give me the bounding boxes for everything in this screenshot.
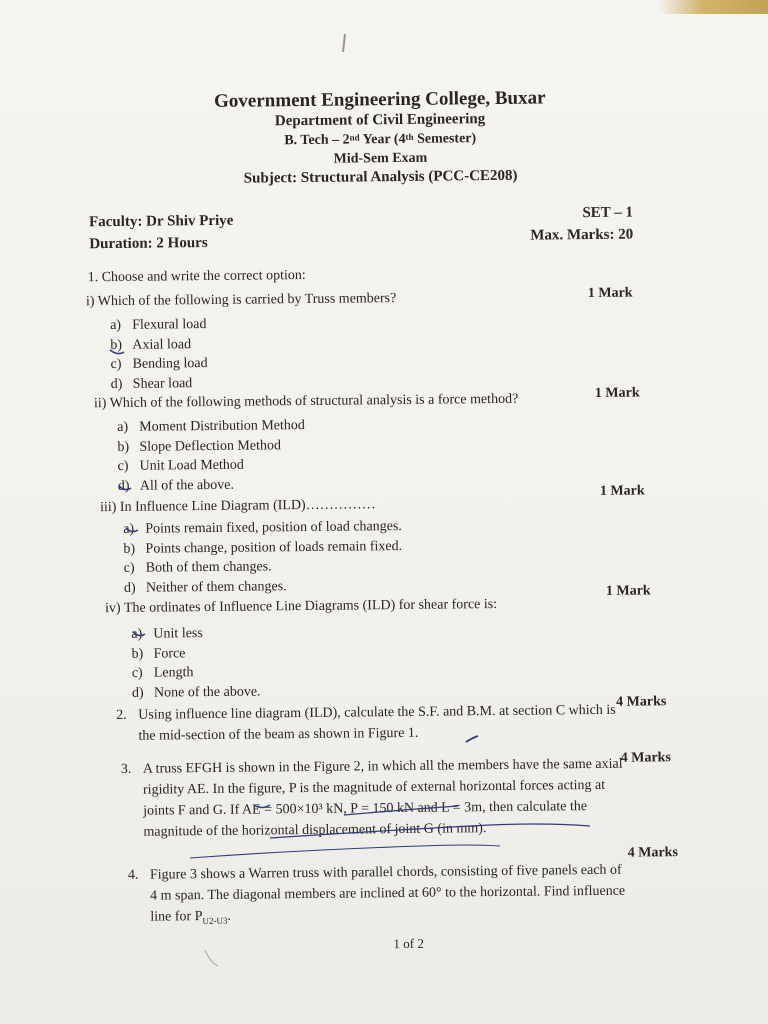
course-mid: Year (4 [359,131,406,148]
q2-marks: 4 Marks [616,694,667,710]
q2-number: 2. [116,707,127,723]
option-d: d) All of the above. [117,477,235,494]
option-b: b) Axial load [110,336,192,353]
page-number: 1 of 2 [393,935,424,952]
course-suffix: Semester) [413,131,477,147]
pen-stroke-top [343,34,345,52]
option-d: d) None of the above. [131,683,261,701]
option-a: a) Moment Distribution Method [117,417,305,435]
faculty-name: Faculty: Dr Shiv Priye [88,212,234,231]
q1-part-ii-marks: 1 Mark [594,385,640,401]
department-name: Department of Civil Engineering [274,111,486,130]
q1-part-iii-title: iii) In Influence Line Diagram (ILD)…………… [99,497,376,516]
option-b: b) Points change, position of loads remain fixed. [123,538,403,557]
pen-figure-mark [466,736,478,742]
q1-heading: 1. Choose and write the correct option: [87,267,306,286]
course-prefix: B. Tech – 2 [284,132,350,149]
option-d: d) Shear load [110,375,193,392]
pen-tick-a [126,528,138,532]
option-c: c) Both of them changes. [123,559,272,576]
option-c: c) Unit Load Method [117,457,244,474]
q1-part-i-title: i) Which of the following is carried by Truss members? [85,291,397,310]
q1-part-iv-title: iv) The ordinates of Influence Line Diagrams (ILD) for shear force is: [105,596,498,617]
pen-underline-displacement [270,824,590,838]
q4-text-end: . [227,908,232,924]
pen-underline-ae [254,805,270,808]
course-sup-nd: nd [349,132,360,143]
pen-long-underline [190,845,500,858]
course-sup-th: th [405,131,414,142]
exam-name: Mid-Sem Exam [333,150,428,167]
college-name: Government Engineering College, Buxar [213,87,546,112]
option-c: c) Bending load [110,356,208,373]
q4-subscript: U2-U3 [202,915,228,926]
q4-text: Figure 3 shows a Warren truss with parallel chords, consisting of five panels each of 4 m span. The diagonal members are inclined at 60° to the horizontal. Find influence line for P [149,862,626,925]
set-label: SET – 1 [582,204,634,222]
max-marks: Max. Marks: 20 [530,226,634,244]
q4-marks: 4 Marks [627,845,678,861]
q4-number: 4. [127,867,139,883]
duration: Duration: 2 Hours [89,235,208,253]
option-a: a) Unit less [131,626,203,642]
q3-marks: 4 Marks [620,750,671,766]
q3-number: 3. [120,761,132,777]
q2-text: Using influence line diagram (ILD), calculate the S.F. and B.M. at section C which is the mid-section of the beam as shown in Figure 1. [138,702,616,744]
pen-tick-b [110,350,124,354]
q1-part-iv-marks: 1 Mark [605,583,651,599]
pen-tick-d [119,486,131,490]
option-a: a) Flexural load [110,317,207,334]
option-c: c) Length [131,665,194,681]
pen-stroke-bottom [205,950,218,966]
option-a: a) Points remain fixed, position of load changes. [123,518,402,537]
subject-line: Subject: Structural Analysis (PCC-CE208) [243,167,518,187]
q1-part-ii-title: ii) Which of the following methods of structural analysis is a force method? [93,391,519,412]
option-b: b) Force [131,645,186,662]
q3-text: A truss EFGH is shown in the Figure 2, in which all the members have the same axial rigidity AE. In the figure, P is the magnitude of external horizontal forces acting at joints F and G. If AE = 500×10³ kN, P = 150 kN and L = 3m, then calculate the magnitude of the horizontal displacement of joint G (in mm). [142,756,623,840]
pen-underline-values [344,806,458,815]
option-d: d) Neither of them changes. [123,578,287,596]
option-b: b) Slope Deflection Method [117,437,282,455]
pen-tick-a2 [133,632,145,636]
q1-part-i-marks: 1 Mark [587,285,633,302]
q1-part-iii-marks: 1 Mark [599,483,645,499]
